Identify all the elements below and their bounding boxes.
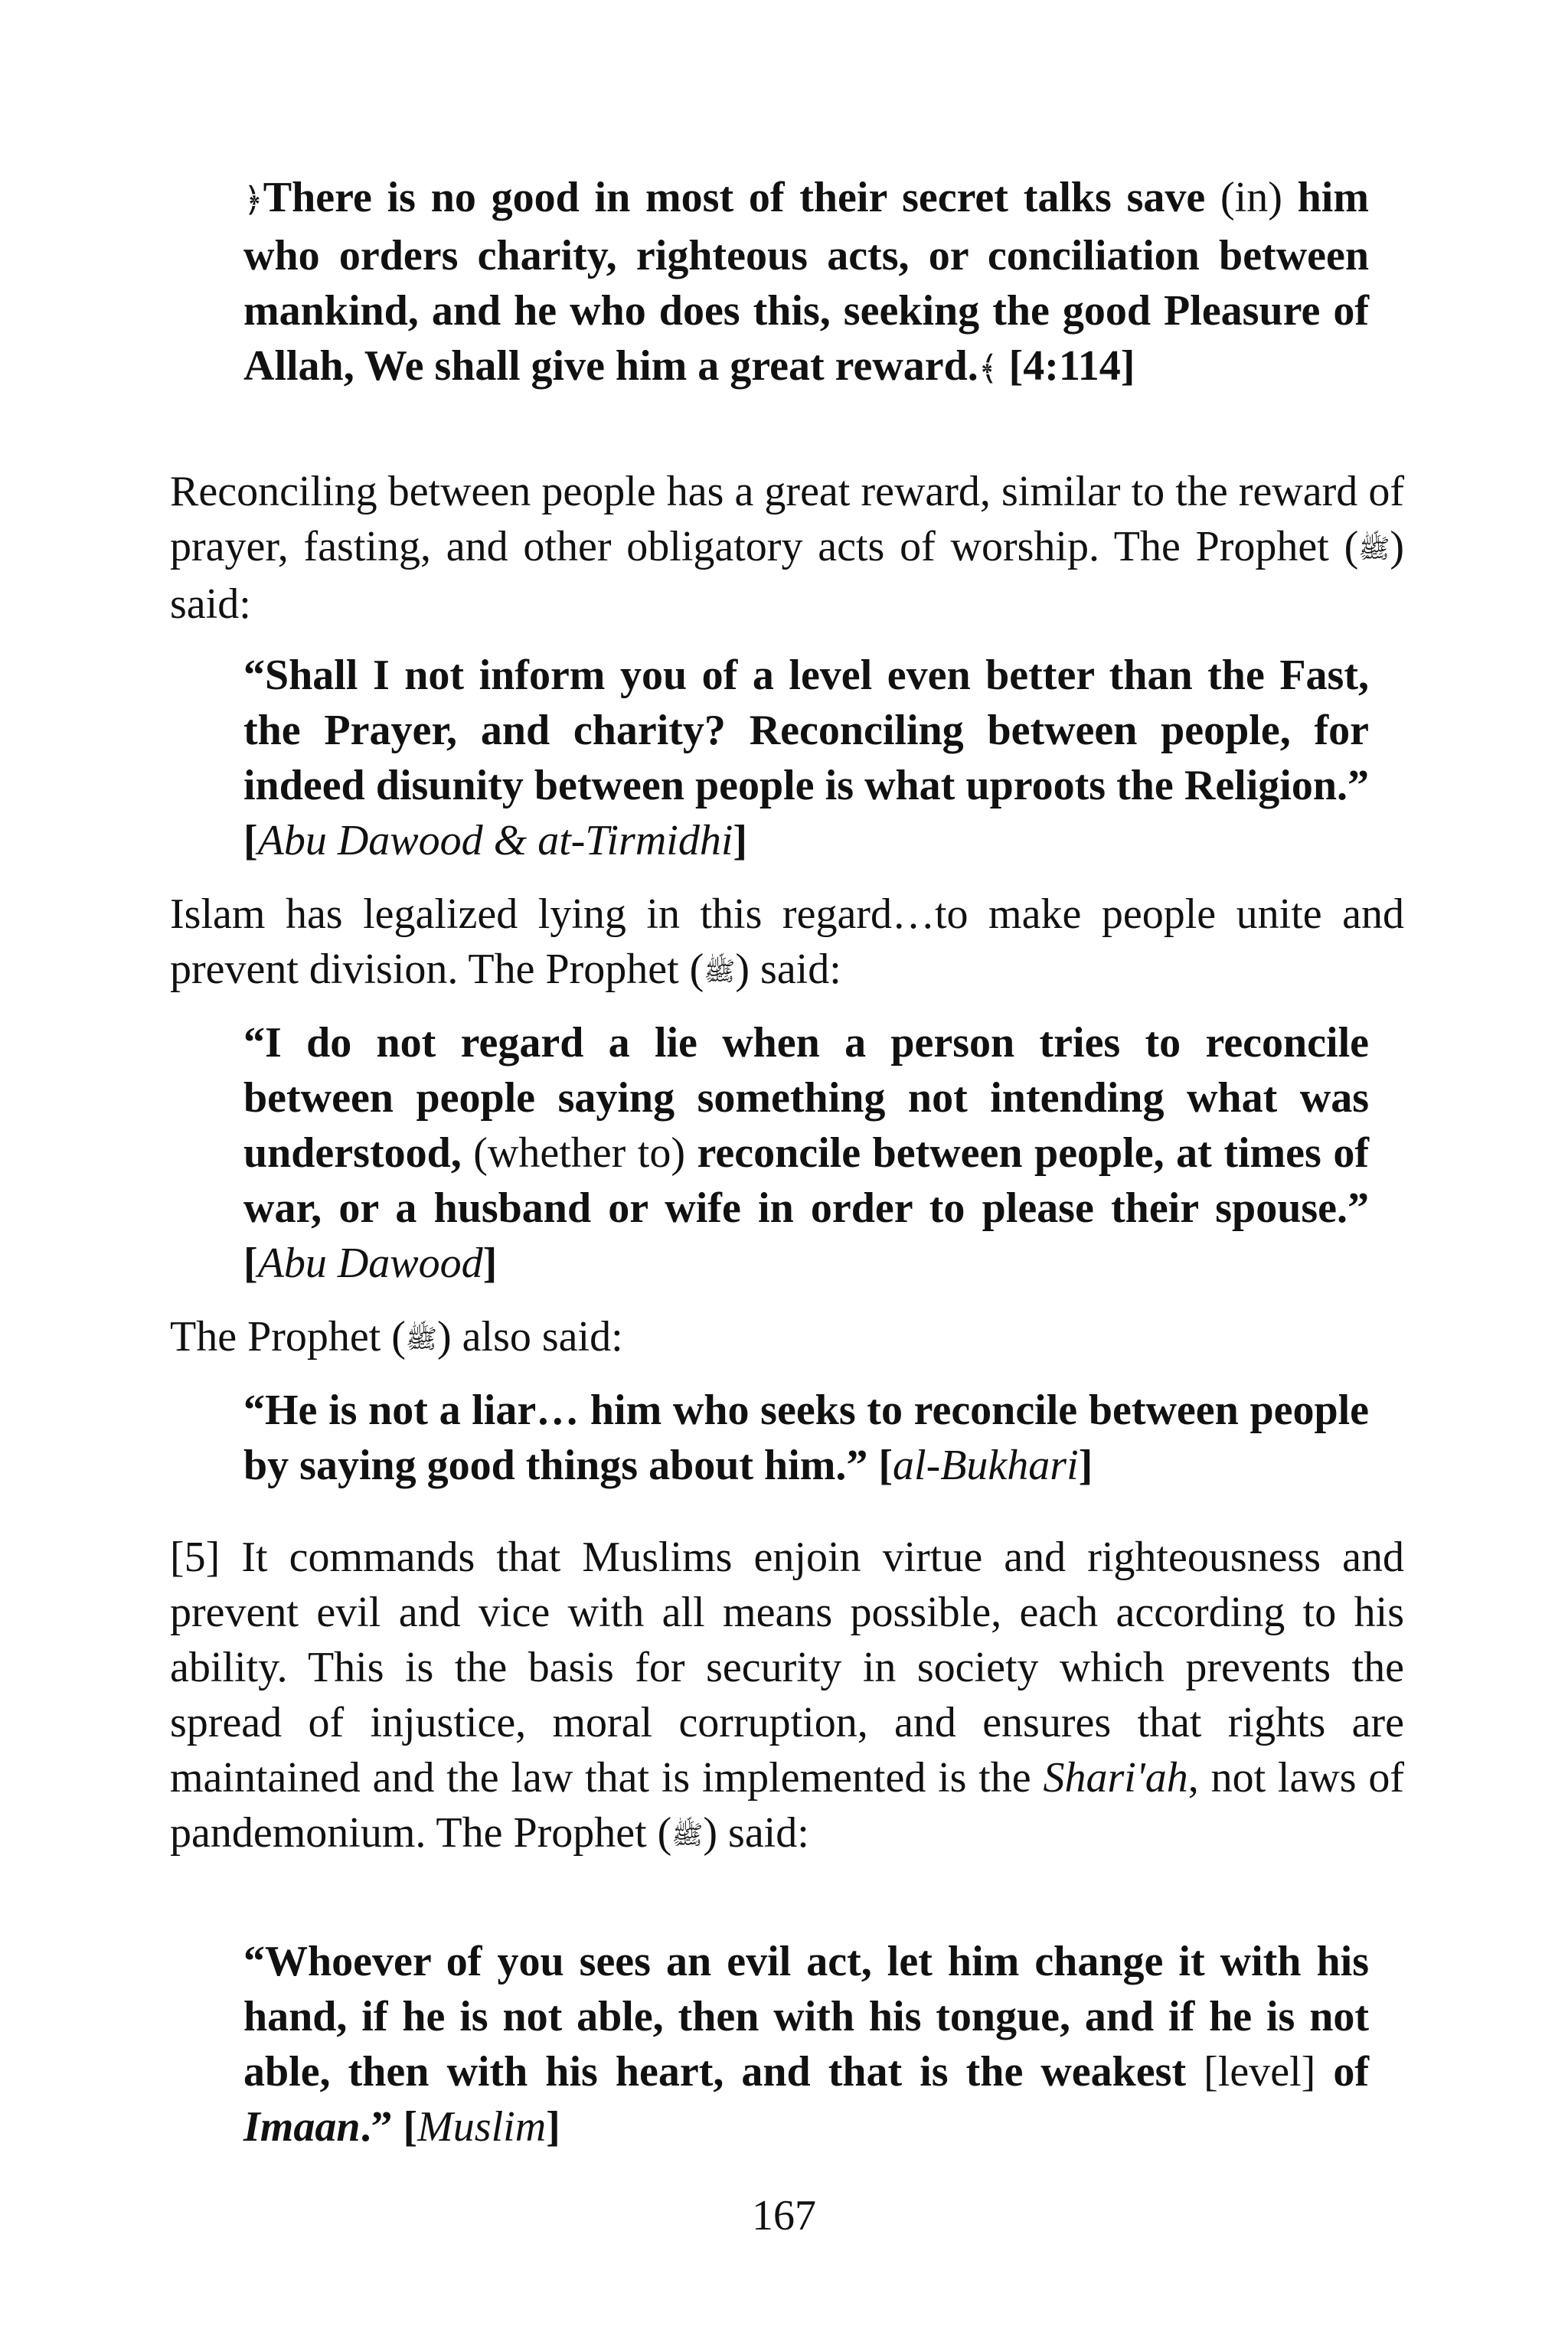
page-number: 167 bbox=[752, 2192, 816, 2239]
paragraph-legalized-lying bbox=[170, 887, 1404, 999]
hadith-text-part-1: “Whoever of you sees an evil act, let him change it with his hand, if he is not able, then with his tongue, and if he is not able, then with his heart, and that is the weakest bbox=[243, 1938, 1369, 2096]
verse-text-part-1: There is no good in most of their secret talks save bbox=[263, 174, 1206, 221]
hadith-quote-evil-act bbox=[243, 1934, 1369, 2154]
italic-term-imaan: Imaan bbox=[243, 2103, 361, 2151]
hadith-close: ] bbox=[1078, 1442, 1093, 1489]
hadith-close: ] bbox=[482, 1240, 498, 1287]
hadith-source: Abu Dawood & at-Tirmidhi bbox=[257, 817, 733, 864]
hadith-text-part-2: of bbox=[1333, 2048, 1369, 2096]
hadith-bracketed-word: [level] bbox=[1186, 2048, 1334, 2096]
paragraph-text: Reconciling between people has a great reward, similar to the reward of prayer, fasting, and other obligatory acts of worship. The Prophet ( bbox=[170, 468, 1404, 570]
hadith-text: “He is not a liar… him who seeks to reconcile between people by saying good things about him.” [ bbox=[243, 1387, 1369, 1489]
hadith-source: Muslim bbox=[417, 2103, 547, 2151]
hadith-quote-not-a-liar bbox=[243, 1383, 1369, 1493]
hadith-close: ] bbox=[733, 817, 748, 864]
paragraph-text: Islam has legalized lying in this regard…to make people unite and prevent division. The Prophet ( bbox=[170, 890, 1404, 993]
paragraph-text: The Prophet ( bbox=[170, 1313, 406, 1361]
salutation-glyph: ﷺ bbox=[1358, 534, 1390, 564]
paragraph-text-end: ) also said: bbox=[437, 1313, 623, 1361]
hadith-source: Abu Dawood bbox=[257, 1240, 483, 1287]
verse-text-part-2: him who orders charity, righteous acts, or conciliation between mankind, and he who does this, seeking the good Pleasure of Allah, We shall give him a great reward. bbox=[243, 174, 1370, 390]
paragraph-text-mid: , not laws of pandemonium. The Prophet ( bbox=[170, 1754, 1404, 1857]
paragraph-also-said bbox=[170, 1309, 1404, 1367]
hadith-source: al-Bukhari bbox=[893, 1442, 1079, 1489]
ornate-close-bracket-icon: ﴾ bbox=[978, 349, 998, 388]
hadith-close: ] bbox=[546, 2103, 560, 2151]
verse-parenthetical: (in) bbox=[1205, 174, 1298, 221]
salutation-glyph: ﷺ bbox=[405, 1324, 437, 1354]
hadith-quote-reconciling bbox=[243, 648, 1369, 868]
hadith-text: “Shall I not inform you of a level even better than the Fast, the Prayer, and charity? Reconciling between people, for indeed disunity between people is what uproots the Religion.” [ bbox=[243, 652, 1369, 864]
paragraph-text: [5] It commands that Muslims enjoin virtue and righteousness and prevent evil and vice with all means possible, each according to his ability. This is the basis for security in society which prevents the spread of injustice, moral corruption, and ensures that rights are maintained and the law that is implemented is the bbox=[170, 1534, 1404, 1802]
hadith-text-part-1: “I do not regard a lie when a person tries to reconcile between people saying something not intending what was understood, bbox=[243, 1019, 1369, 1177]
paragraph-text-end: ) said: bbox=[170, 523, 1404, 628]
paragraph-reconciling-reward bbox=[170, 464, 1404, 632]
salutation-glyph: ﷺ bbox=[704, 956, 736, 987]
hadith-text-part-3: .” [ bbox=[360, 2103, 418, 2151]
hadith-parenthetical: (whether to) bbox=[461, 1129, 697, 1177]
quran-verse-quote bbox=[243, 170, 1369, 397]
hadith-text-part-2: reconcile between people, at times of war, or a husband or wife in order to please their spouse.” [ bbox=[243, 1129, 1369, 1287]
paragraph-text-end: ) said: bbox=[735, 946, 841, 993]
verse-reference: [4:114] bbox=[998, 342, 1135, 390]
paragraph-enjoin-virtue bbox=[170, 1530, 1404, 1863]
salutation-glyph: ﷺ bbox=[671, 1820, 704, 1851]
italic-term-shariah: Shari'ah bbox=[1043, 1754, 1188, 1802]
paragraph-text-end: ) said: bbox=[703, 1809, 809, 1857]
ornate-open-bracket-icon: ﴿ bbox=[243, 181, 263, 220]
hadith-quote-lie bbox=[243, 1015, 1369, 1291]
